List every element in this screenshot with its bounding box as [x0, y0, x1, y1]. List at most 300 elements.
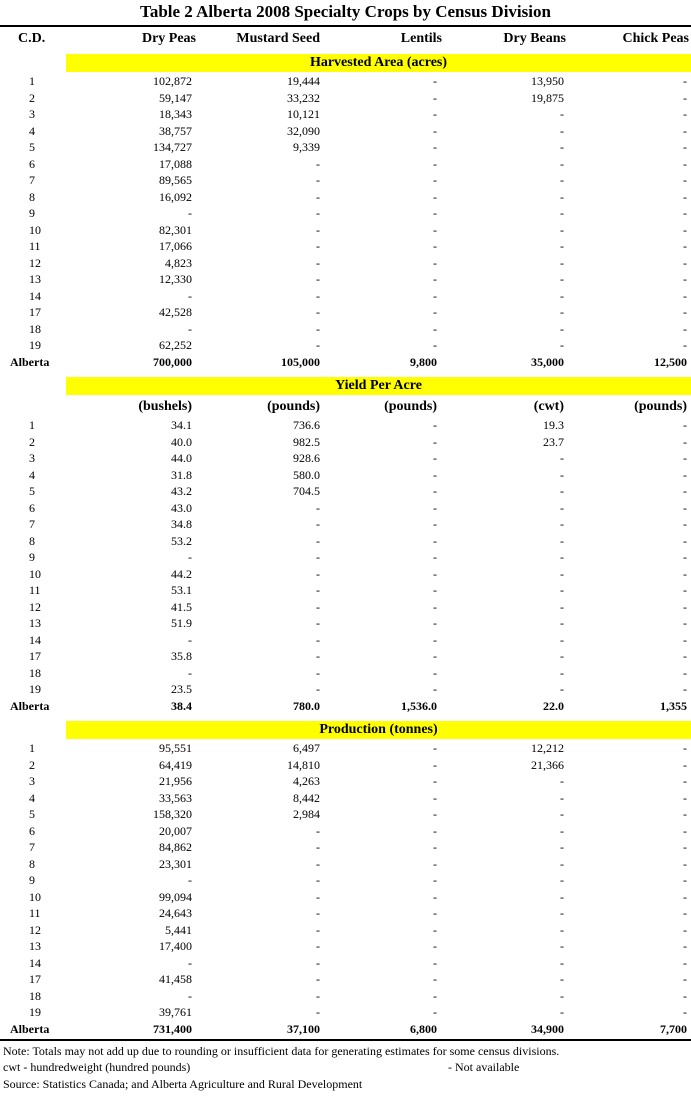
cell-dry-beans: -: [560, 583, 564, 597]
header-lentils: Lentils: [400, 31, 442, 46]
cell-dry-beans: -: [560, 206, 564, 220]
cell-chick-peas: -: [683, 922, 687, 937]
table-row: [0, 839, 691, 856]
cell-mustard-seed: -: [316, 955, 320, 970]
cell-chick-peas: -: [683, 140, 687, 154]
cell-mustard-seed: -: [316, 533, 320, 548]
cell-dry-peas: 82,301: [159, 222, 192, 237]
cell-dry-beans: 35,000: [531, 354, 564, 369]
cell-dry-beans: -: [560, 955, 564, 970]
column-header-row: [0, 29, 691, 49]
cell-lentils: -: [433, 649, 437, 663]
cell-dry-beans: -: [560, 616, 564, 630]
cell-lentils: -: [433, 533, 437, 548]
table-row: [0, 988, 691, 1005]
cell-lentils: -: [433, 583, 437, 597]
cell-dry-peas: 84,862: [159, 840, 192, 854]
cell-dry-beans: -: [560, 873, 564, 887]
cell-dry-beans: 23.7: [543, 434, 564, 449]
cell-mustard-seed: 780.0: [293, 698, 320, 713]
table-row: [0, 905, 691, 922]
cell-chick-peas: 12,500: [654, 354, 687, 369]
cell-lentils: 1,536.0: [401, 698, 437, 713]
cell-cd: 13: [29, 939, 41, 953]
cell-mustard-seed: 32,090: [287, 123, 320, 138]
cell-cd: 18: [29, 321, 41, 336]
cell-dry-peas: 20,007: [159, 823, 192, 838]
cell-dry-beans: -: [560, 922, 564, 937]
cell-lentils: -: [433, 156, 437, 171]
cell-cd: Alberta: [10, 354, 50, 369]
cell-lentils: -: [433, 807, 437, 821]
cell-mustard-seed: 6,497: [293, 741, 320, 755]
header-chick-peas: Chick Peas: [622, 31, 689, 46]
cell-dry-peas: 35.8: [171, 649, 192, 663]
cell-dry-beans: 12,212: [531, 741, 564, 755]
cell-dry-peas: 24,643: [159, 906, 192, 920]
cell-mustard-seed: 33,232: [287, 90, 320, 105]
cell-cd: 18: [29, 665, 41, 680]
table-row: [0, 773, 691, 790]
cell-dry-peas: -: [188, 321, 192, 336]
cell-mustard-seed: -: [316, 156, 320, 171]
cell-dry-beans: -: [560, 682, 564, 696]
cell-dry-peas: 41,458: [159, 972, 192, 986]
cell-mustard-seed: -: [316, 939, 320, 953]
footnote-totals: Note: Totals may not add up due to rounding or insufficient data for generating estimates for some census divisions.: [3, 1044, 560, 1058]
cell-cd: 6: [29, 823, 35, 838]
table-row: [0, 599, 691, 616]
cell-mustard-seed: -: [316, 616, 320, 630]
table-row: [0, 566, 691, 583]
cell-dry-peas: -: [188, 665, 192, 680]
cell-dry-peas: 34.8: [171, 517, 192, 531]
cell-lentils: -: [433, 955, 437, 970]
cell-mustard-seed: -: [316, 649, 320, 663]
cell-dry-peas: 158,320: [153, 807, 192, 821]
cell-mustard-seed: -: [316, 1005, 320, 1019]
cell-dry-peas: 4,823: [165, 255, 192, 270]
cell-chick-peas: -: [683, 757, 687, 772]
cell-lentils: -: [433, 972, 437, 986]
cell-dry-peas: 44.0: [171, 451, 192, 465]
cell-chick-peas: -: [683, 90, 687, 105]
cell-chick-peas: -: [683, 305, 687, 319]
cell-cd: 5: [29, 140, 35, 154]
cell-dry-peas: 39,761: [159, 1005, 192, 1019]
cell-dry-peas: 44.2: [171, 566, 192, 581]
cell-lentils: 9,800: [410, 354, 437, 369]
cell-chick-peas: -: [683, 988, 687, 1003]
cell-lentils: -: [433, 189, 437, 204]
cell-mustard-seed: -: [316, 173, 320, 187]
cell-lentils: -: [433, 272, 437, 286]
cell-cd: 12: [29, 922, 41, 937]
cell-dry-peas: -: [188, 955, 192, 970]
cell-chick-peas: -: [683, 939, 687, 953]
table-row: [0, 533, 691, 550]
cell-cd: 2: [29, 757, 35, 772]
cell-mustard-seed: 580.0: [293, 467, 320, 482]
table-row: [0, 205, 691, 222]
header-dry-beans: Dry Beans: [503, 31, 566, 46]
cell-dry-peas: 43.2: [171, 484, 192, 498]
cell-chick-peas: -: [683, 123, 687, 138]
table-row: [0, 872, 691, 889]
cell-dry-beans: 22.0: [543, 698, 564, 713]
cell-dry-beans: -: [560, 599, 564, 614]
cell-chick-peas: -: [683, 807, 687, 821]
cell-dry-beans: -: [560, 156, 564, 171]
cell-dry-beans: -: [560, 856, 564, 871]
cell-mustard-seed: -: [316, 517, 320, 531]
cell-dry-beans: -: [560, 222, 564, 237]
cell-dry-beans: -: [560, 467, 564, 482]
table-row: [0, 222, 691, 239]
cell-lentils: -: [433, 889, 437, 904]
cell-dry-beans: 13,950: [531, 74, 564, 88]
cell-lentils: -: [433, 632, 437, 647]
cell-chick-peas: -: [683, 74, 687, 88]
cell-mustard-seed: 928.6: [293, 451, 320, 465]
unit-lentils: (pounds): [384, 399, 437, 414]
harvested-area-rows: [0, 73, 691, 370]
cell-cd: 13: [29, 272, 41, 286]
cell-cd: 14: [29, 632, 41, 647]
cell-mustard-seed: -: [316, 906, 320, 920]
table-row: [0, 417, 691, 434]
cell-cd: 1: [29, 741, 35, 755]
cell-chick-peas: -: [683, 418, 687, 432]
cell-chick-peas: -: [683, 583, 687, 597]
table-row: [0, 90, 691, 107]
cell-dry-beans: -: [560, 823, 564, 838]
cell-cd: 9: [29, 550, 35, 564]
cell-chick-peas: -: [683, 517, 687, 531]
cell-dry-peas: -: [188, 288, 192, 303]
cell-mustard-seed: -: [316, 856, 320, 871]
cell-cd: 3: [29, 451, 35, 465]
cell-lentils: -: [433, 550, 437, 564]
cell-mustard-seed: -: [316, 321, 320, 336]
cell-dry-peas: 89,565: [159, 173, 192, 187]
cell-cd: 1: [29, 74, 35, 88]
cell-mustard-seed: 37,100: [287, 1021, 320, 1036]
cell-lentils: -: [433, 140, 437, 154]
cell-mustard-seed: -: [316, 599, 320, 614]
cell-dry-beans: -: [560, 889, 564, 904]
cell-mustard-seed: 4,263: [293, 774, 320, 788]
table-row: [0, 434, 691, 451]
bottom-rule: [0, 1039, 691, 1041]
cell-dry-peas: 5,441: [165, 922, 192, 937]
table-row: [0, 632, 691, 649]
header-cd: C.D.: [18, 31, 46, 46]
cell-lentils: -: [433, 517, 437, 531]
cell-cd: 11: [29, 239, 41, 253]
cell-dry-peas: 102,872: [153, 74, 192, 88]
cell-dry-peas: 23.5: [171, 682, 192, 696]
cell-dry-beans: 21,366: [531, 757, 564, 772]
cell-dry-peas: 34.1: [171, 418, 192, 432]
cell-lentils: -: [433, 74, 437, 88]
cell-lentils: -: [433, 790, 437, 805]
cell-mustard-seed: 19,444: [287, 74, 320, 88]
cell-cd: 2: [29, 90, 35, 105]
cell-cd: 10: [29, 222, 41, 237]
table-row: [0, 255, 691, 272]
cell-cd: 12: [29, 599, 41, 614]
cell-dry-beans: -: [560, 774, 564, 788]
cell-chick-peas: -: [683, 451, 687, 465]
cell-mustard-seed: -: [316, 566, 320, 581]
cell-chick-peas: -: [683, 288, 687, 303]
cell-chick-peas: -: [683, 972, 687, 986]
table-row: [0, 73, 691, 90]
cell-chick-peas: -: [683, 222, 687, 237]
cell-dry-peas: 95,551: [159, 741, 192, 755]
table-row: [0, 648, 691, 665]
cell-chick-peas: -: [683, 550, 687, 564]
yield-units-row: [0, 398, 691, 416]
cell-cd: 5: [29, 807, 35, 821]
cell-mustard-seed: 10,121: [287, 107, 320, 121]
cell-mustard-seed: -: [316, 305, 320, 319]
cell-lentils: -: [433, 922, 437, 937]
table-row: [0, 304, 691, 321]
cell-lentils: -: [433, 823, 437, 838]
cell-mustard-seed: -: [316, 988, 320, 1003]
table-row: [0, 806, 691, 823]
cell-lentils: -: [433, 906, 437, 920]
cell-lentils: -: [433, 873, 437, 887]
table-row: [0, 172, 691, 189]
cell-cd: 7: [29, 840, 35, 854]
cell-chick-peas: -: [683, 616, 687, 630]
cell-lentils: -: [433, 305, 437, 319]
cell-dry-beans: -: [560, 500, 564, 515]
cell-cd: 14: [29, 955, 41, 970]
production-rows: [0, 740, 691, 1037]
cell-chick-peas: -: [683, 665, 687, 680]
cell-chick-peas: -: [683, 206, 687, 220]
cell-chick-peas: -: [683, 173, 687, 187]
cell-lentils: -: [433, 500, 437, 515]
cell-cd: 19: [29, 1005, 41, 1019]
cell-cd: 8: [29, 856, 35, 871]
cell-lentils: -: [433, 222, 437, 237]
cell-lentils: -: [433, 173, 437, 187]
cell-lentils: -: [433, 338, 437, 352]
cell-chick-peas: -: [683, 533, 687, 548]
cell-dry-peas: 23,301: [159, 856, 192, 871]
cell-chick-peas: -: [683, 107, 687, 121]
cell-dry-beans: -: [560, 338, 564, 352]
cell-chick-peas: -: [683, 774, 687, 788]
cell-mustard-seed: 736.6: [293, 418, 320, 432]
cell-dry-peas: 62,252: [159, 338, 192, 352]
table-row: [0, 156, 691, 173]
cell-lentils: -: [433, 939, 437, 953]
cell-chick-peas: -: [683, 189, 687, 204]
cell-mustard-seed: -: [316, 889, 320, 904]
cell-cd: 2: [29, 434, 35, 449]
cell-lentils: -: [433, 107, 437, 121]
cell-cd: Alberta: [10, 698, 50, 713]
cell-chick-peas: -: [683, 856, 687, 871]
table-row: [0, 271, 691, 288]
cell-mustard-seed: -: [316, 665, 320, 680]
cell-dry-peas: 38,757: [159, 123, 192, 138]
cell-cd: 13: [29, 616, 41, 630]
cell-dry-beans: -: [560, 173, 564, 187]
cell-cd: 10: [29, 889, 41, 904]
cell-dry-beans: -: [560, 807, 564, 821]
cell-dry-beans: -: [560, 517, 564, 531]
cell-cd: 4: [29, 123, 35, 138]
cell-cd: 17: [29, 649, 41, 663]
table-row: [0, 1004, 691, 1021]
table-row: [0, 681, 691, 698]
cell-dry-peas: 700,000: [153, 354, 192, 369]
cell-lentils: -: [433, 288, 437, 303]
cell-mustard-seed: -: [316, 840, 320, 854]
cell-dry-beans: -: [560, 972, 564, 986]
cell-chick-peas: -: [683, 823, 687, 838]
cell-chick-peas: -: [683, 599, 687, 614]
cell-mustard-seed: -: [316, 823, 320, 838]
cell-lentils: -: [433, 682, 437, 696]
cell-mustard-seed: -: [316, 583, 320, 597]
cell-lentils: -: [433, 484, 437, 498]
cell-mustard-seed: -: [316, 239, 320, 253]
table-row: [0, 238, 691, 255]
cell-chick-peas: -: [683, 321, 687, 336]
cell-mustard-seed: -: [316, 550, 320, 564]
table-row: [0, 740, 691, 757]
cell-cd: 1: [29, 418, 35, 432]
cell-mustard-seed: -: [316, 873, 320, 887]
cell-mustard-seed: 105,000: [281, 354, 320, 369]
cell-dry-peas: 16,092: [159, 189, 192, 204]
cell-dry-beans: -: [560, 649, 564, 663]
cell-dry-beans: -: [560, 140, 564, 154]
cell-cd: 3: [29, 107, 35, 121]
cell-mustard-seed: -: [316, 500, 320, 515]
cell-dry-beans: -: [560, 790, 564, 805]
table-row: [0, 549, 691, 566]
footnote-not-available: - Not available: [448, 1060, 520, 1074]
cell-mustard-seed: -: [316, 338, 320, 352]
header-dry-peas: Dry Peas: [141, 31, 196, 46]
cell-cd: 6: [29, 500, 35, 515]
cell-cd: 8: [29, 533, 35, 548]
cell-dry-peas: 33,563: [159, 790, 192, 805]
cell-dry-beans: -: [560, 665, 564, 680]
table-row: [0, 790, 691, 807]
table-row: [0, 288, 691, 305]
cell-dry-beans: -: [560, 939, 564, 953]
cell-cd: 10: [29, 566, 41, 581]
cell-chick-peas: -: [683, 255, 687, 270]
unit-dry-beans: (cwt): [533, 399, 564, 414]
cell-lentils: -: [433, 206, 437, 220]
cell-lentils: -: [433, 566, 437, 581]
cell-dry-peas: 17,066: [159, 239, 192, 253]
cell-lentils: -: [433, 434, 437, 449]
cell-chick-peas: 7,700: [660, 1021, 687, 1036]
cell-dry-beans: -: [560, 533, 564, 548]
cell-chick-peas: -: [683, 790, 687, 805]
top-rule: [0, 25, 691, 27]
table-row: [0, 665, 691, 682]
cell-dry-peas: 17,400: [159, 939, 192, 953]
cell-lentils: -: [433, 123, 437, 138]
table-row: [0, 483, 691, 500]
table-row: [0, 467, 691, 484]
cell-cd: 14: [29, 288, 41, 303]
cell-mustard-seed: 2,984: [293, 807, 320, 821]
cell-lentils: -: [433, 616, 437, 630]
cell-dry-beans: -: [560, 484, 564, 498]
cell-lentils: -: [433, 451, 437, 465]
cell-chick-peas: 1,355: [660, 698, 687, 713]
cell-dry-peas: 31.8: [171, 467, 192, 482]
cell-cd: 19: [29, 682, 41, 696]
cell-mustard-seed: 8,442: [293, 790, 320, 805]
cell-lentils: -: [433, 665, 437, 680]
cell-mustard-seed: 9,339: [293, 140, 320, 154]
cell-dry-peas: 40.0: [171, 434, 192, 449]
cell-chick-peas: -: [683, 156, 687, 171]
cell-chick-peas: -: [683, 272, 687, 286]
cell-dry-peas: 43.0: [171, 500, 192, 515]
cell-chick-peas: -: [683, 741, 687, 755]
cell-lentils: -: [433, 1005, 437, 1019]
cell-dry-beans: -: [560, 1005, 564, 1019]
cell-lentils: -: [433, 599, 437, 614]
footnote-cwt: cwt - hundredweight (hundred pounds): [3, 1060, 191, 1074]
cell-mustard-seed: 982.5: [293, 434, 320, 449]
cell-dry-peas: -: [188, 873, 192, 887]
cell-dry-beans: 34,900: [531, 1021, 564, 1036]
cell-cd: 12: [29, 255, 41, 270]
cell-dry-beans: -: [560, 255, 564, 270]
cell-cd: 18: [29, 988, 41, 1003]
table-row: [0, 139, 691, 156]
cell-cd: 17: [29, 305, 41, 319]
cell-mustard-seed: 704.5: [293, 484, 320, 498]
table-row: [0, 889, 691, 906]
total-row: [0, 698, 691, 715]
cell-lentils: -: [433, 856, 437, 871]
table-row: [0, 500, 691, 517]
cell-dry-beans: -: [560, 988, 564, 1003]
cell-lentils: -: [433, 418, 437, 432]
cell-mustard-seed: -: [316, 206, 320, 220]
cell-lentils: -: [433, 840, 437, 854]
cell-lentils: -: [433, 741, 437, 755]
cell-chick-peas: -: [683, 1005, 687, 1019]
cell-cd: 5: [29, 484, 35, 498]
table-row: [0, 189, 691, 206]
yield-per-acre-rows: [0, 417, 691, 714]
cell-chick-peas: -: [683, 840, 687, 854]
cell-dry-beans: -: [560, 107, 564, 121]
cell-chick-peas: -: [683, 682, 687, 696]
header-mustard-seed: Mustard Seed: [236, 31, 320, 46]
cell-dry-beans: 19.3: [543, 418, 564, 432]
